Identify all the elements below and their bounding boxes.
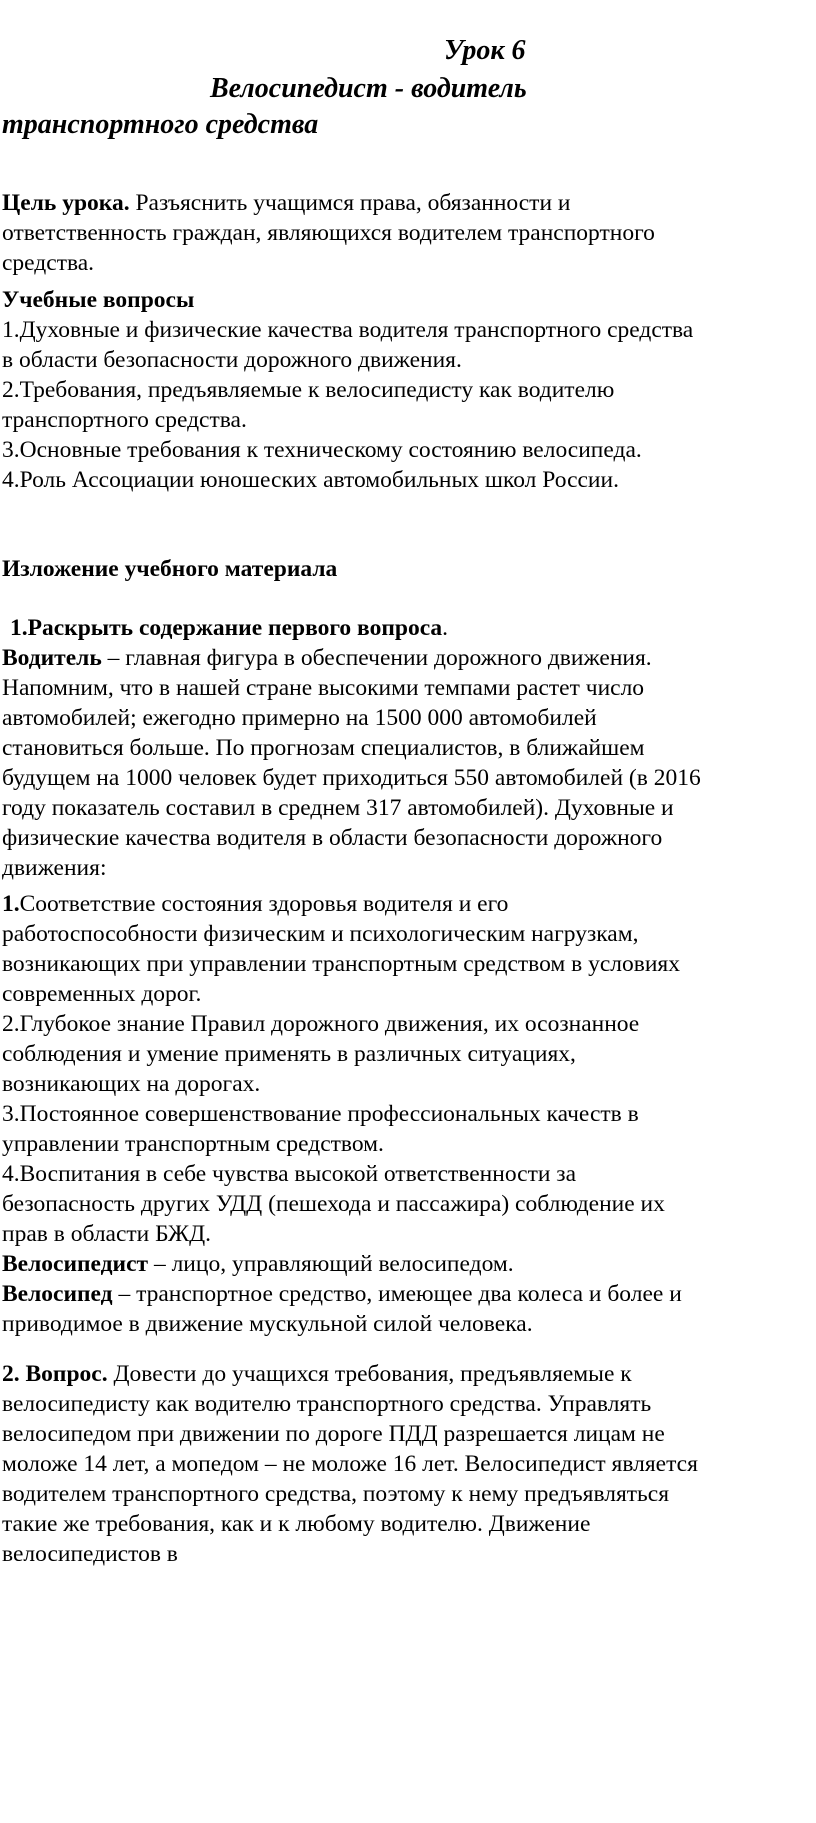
goal-text: Разъяснить учащимся права, обязанности и ответственность граждан, являющихся водителем транспортного средства. [2,190,655,276]
cyclist-term: Велосипедист [2,1251,149,1277]
exposition-heading [2,554,702,584]
section1-heading-dot: . [442,615,449,641]
goal-label: Цель урока. [2,190,130,216]
section2-label: 2. Вопрос. [2,1361,108,1387]
lesson-goal [2,188,702,278]
study-questions [2,285,702,495]
quality-item-text: Соответствие состояния здоровья водителя и его работоспособности физическим и психологическим нагрузкам, возникающих при управлении транспортным средством в условиях современных дорог. [2,891,680,1007]
question-item: 3.Основные требования к техническому состоянию велосипеда. [2,437,642,463]
bicycle-text: – транспортное средство, имеющее два колеса и более и приводимое в движение мускульной силой человека. [2,1281,682,1337]
lesson-number: Урок 6 [444,35,526,66]
section1-heading: 1.Раскрыть содержание первого вопроса [10,615,443,641]
questions-heading: Учебные вопросы [2,287,195,313]
section-1 [2,613,702,1339]
section2-text: Довести до учащихся требования, предъявляемые к велосипедисту как водителю транспортного средства. Управлять велосипедом при движении по дороге ПДД разрешается лицам не моложе 14 лет, а мопедом – не моложе 16 лет. Велосипедист является водителем транспортного средства, поэтому к нему предъявляться такие же требования, как и к любому водителю. Движение велосипедистов в [2,1361,698,1567]
lesson-title-line: транспортного средства [2,109,319,140]
quality-item-number: 1. [2,891,20,917]
question-item: 2.Требования, предъявляемые к велосипедисту как водителю транспортного средства. [2,377,615,433]
quality-item: 2.Глубокое знание Правил дорожного движения, их осознанное соблюдения и умение применять в различных ситуациях, возникающих на дорогах. [2,1011,640,1097]
exposition-heading-text: Изложение учебного материала [2,556,338,582]
bicycle-term: Велосипед [2,1281,113,1307]
driver-text: – главная фигура в обеспечении дорожного движения. Напомним, что в нашей стране высокими темпами растет число автомобилей; ежегодно примерно на 1500 000 автомобилей становиться больше. По прогнозам специалистов, в ближайшем будущем на 1000 человек будет приходиться 550 автомобилей (в 2016 году показатель составил в среднем 317 автомобилей). Духовные и физические качества водителя в области безопасности дорожного движения: [2,645,701,881]
quality-item: 3.Постоянное совершенствование профессиональных качеств в управлении транспортным средством. [2,1101,639,1157]
quality-item: 4.Воспитания в себе чувства высокой ответственности за безопасность других УДД (пешехода и пассажира) соблюдение их прав в области БЖД. [2,1161,665,1247]
question-item: 1.Духовные и физические качества водителя транспортного средства в области безопасности дорожного движения. [2,317,694,373]
cyclist-text: – лицо, управляющий велосипедом. [148,1251,514,1277]
lesson-title-line: Велосипедист - водитель [210,73,527,104]
question-item: 4.Роль Ассоциации юношеских автомобильных школ России. [2,467,619,493]
section-2 [2,1359,702,1569]
driver-term: Водитель [2,645,102,671]
